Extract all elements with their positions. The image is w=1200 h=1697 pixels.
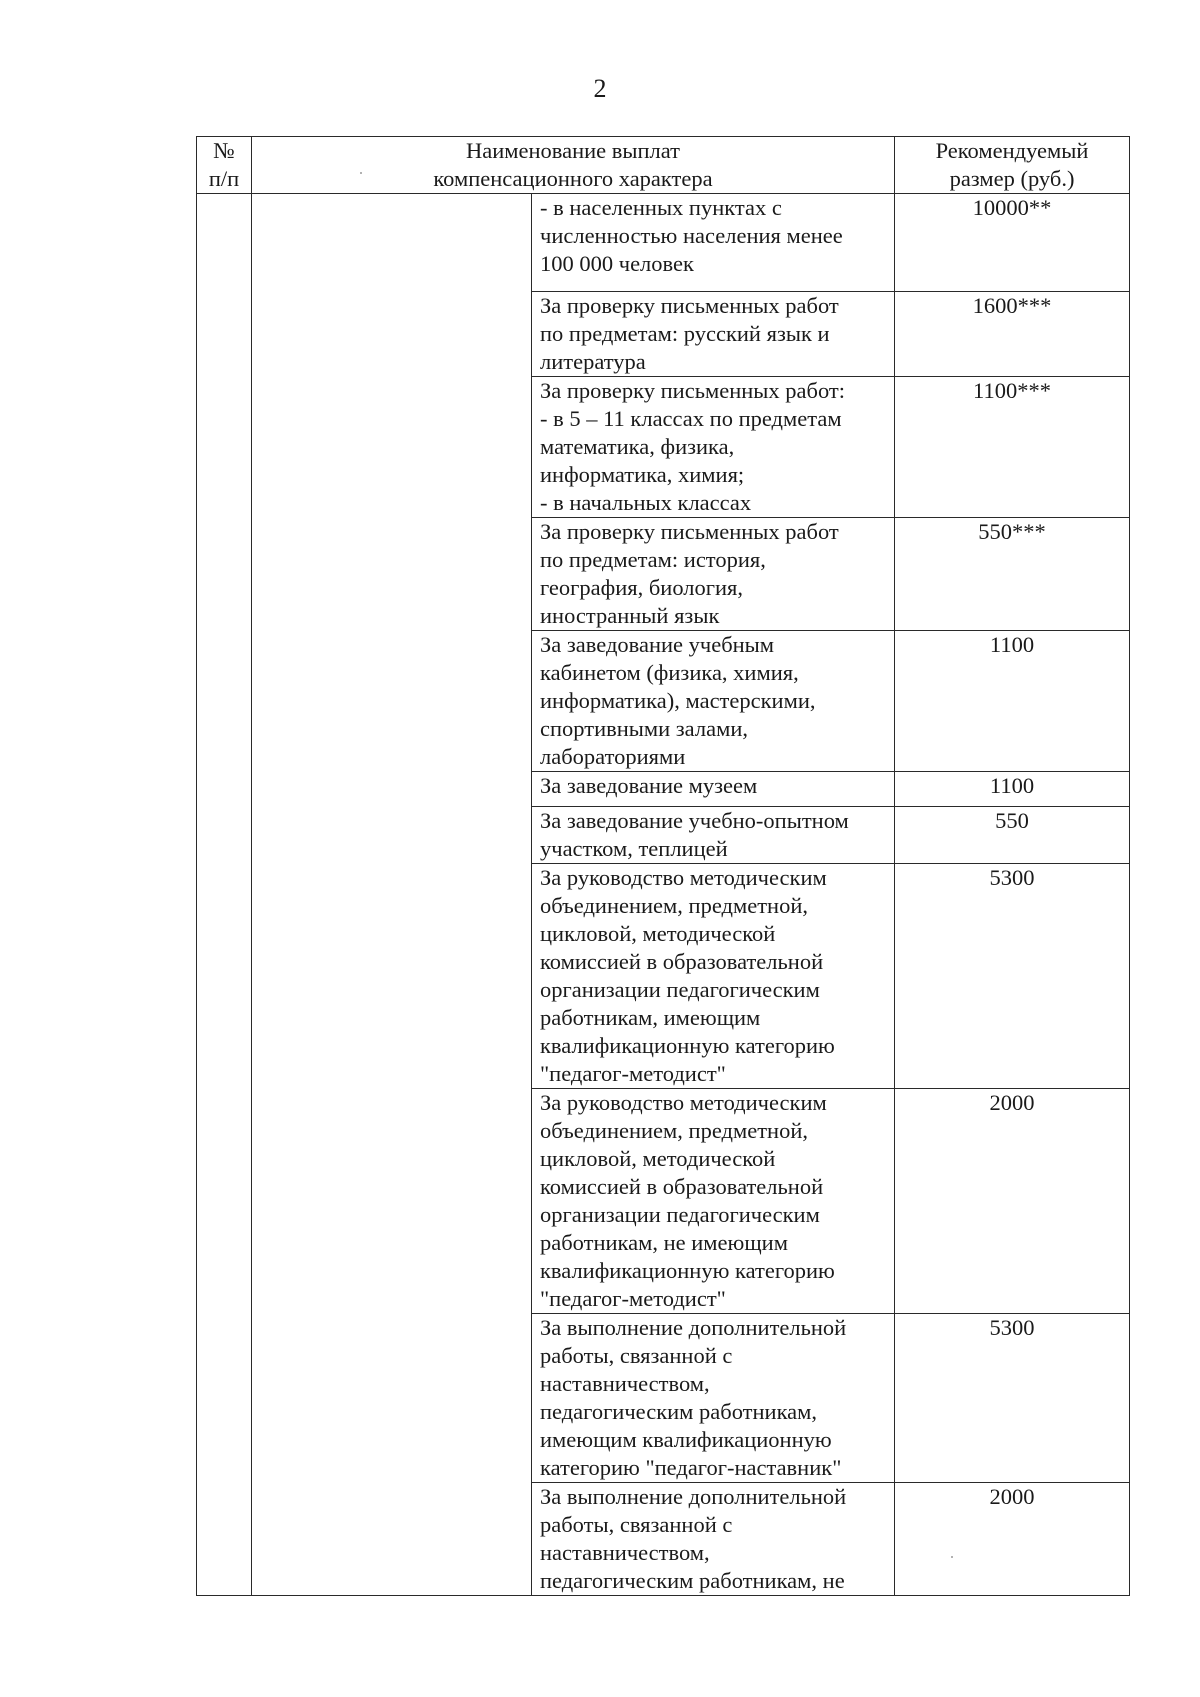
payment-size-cell: 5300 <box>895 864 1130 1089</box>
payment-size-cell: 1100 <box>895 631 1130 772</box>
payment-name-cell: За заведование учебно-опытном участком, теплицей <box>532 807 895 864</box>
scan-speck <box>360 172 362 174</box>
payment-size-cell: 2000 <box>895 1483 1130 1596</box>
payment-size-cell: 10000** <box>895 194 1130 292</box>
payment-size-cell: 1100*** <box>895 377 1130 518</box>
payment-name-cell: За руководство методическим объединением, предметной, цикловой, методической комиссией в образовательной организации педагогическим работникам, имеющим квалификационную категорию "педагог-методист" <box>532 864 895 1089</box>
payment-size-cell: 1600*** <box>895 292 1130 377</box>
payment-size-cell: 1100 <box>895 772 1130 807</box>
payment-size-cell: 5300 <box>895 1314 1130 1483</box>
payment-name-cell: За проверку письменных работ по предметам: русский язык и литература <box>532 292 895 377</box>
header-recommended-size <box>895 137 1130 194</box>
payment-name-cell: За заведование учебным кабинетом (физика, химия, информатика), мастерскими, спортивными залами, лабораториями <box>532 631 895 772</box>
payment-name-cell: За выполнение дополнительной работы, связанной с наставничеством, педагогическим работникам, не <box>532 1483 895 1596</box>
header-recommended-size-text: Рекомендуемый размер (руб.) <box>935 138 1089 191</box>
payment-name-cell: За проверку письменных работ по предметам: история, география, биология, иностранный язык <box>532 518 895 631</box>
page-number: 2 <box>593 74 607 103</box>
compensation-payments-table <box>196 136 1130 1596</box>
header-number-text: № п/п <box>208 138 240 191</box>
payment-size-cell: 550*** <box>895 518 1130 631</box>
header-payment-name <box>252 137 895 194</box>
table-header-row <box>197 137 1130 194</box>
payment-size-cell: 550 <box>895 807 1130 864</box>
payment-name-cell: За проверку письменных работ: - в 5 – 11 классах по предметам математика, физика, информатика, химия; - в начальных классах <box>532 377 895 518</box>
scan-speck <box>951 1556 953 1558</box>
table-body <box>197 194 1130 1596</box>
payment-name-cell: За заведование музеем <box>532 772 895 807</box>
category-cell <box>252 194 532 1596</box>
payment-size-cell: 2000 <box>895 1089 1130 1314</box>
table-row <box>197 194 1130 292</box>
header-payment-name-text: Наименование выплат компенсационного характера <box>433 138 713 191</box>
payment-name-cell: - в населенных пунктах с численностью населения менее 100 000 человек <box>532 194 895 292</box>
payment-name-cell: За руководство методическим объединением, предметной, цикловой, методической комиссией в образовательной организации педагогическим работникам, не имеющим квалификационную категорию "педагог-методист" <box>532 1089 895 1314</box>
row-number-cell <box>197 194 252 1596</box>
payment-name-cell: За выполнение дополнительной работы, связанной с наставничеством, педагогическим работникам, имеющим квалификационную категорию "педагог-наставник" <box>532 1314 895 1483</box>
header-number <box>197 137 252 194</box>
